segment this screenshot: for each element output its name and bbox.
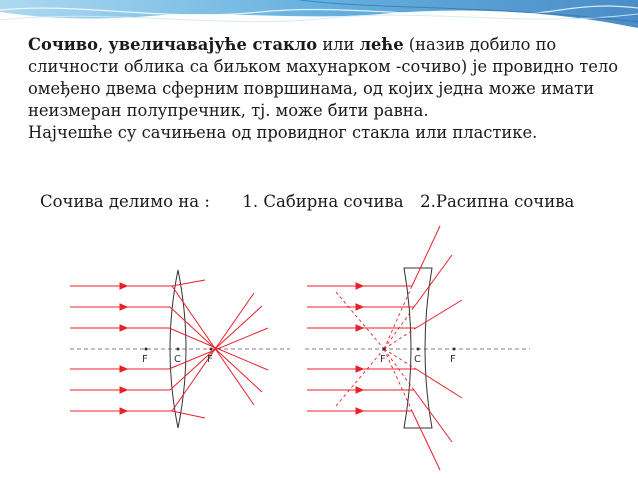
category-converging: 1. Сабирна сочива	[242, 192, 404, 211]
material-text: Најчешће су сачињена од провидног стакла или пластике.	[28, 123, 538, 142]
category-diverging: 2.Расипна сочива	[420, 192, 575, 211]
incoming-rays	[70, 283, 172, 414]
center-label: C	[414, 354, 421, 365]
virtual-rays	[336, 286, 416, 411]
focus-label-right: F	[207, 354, 213, 365]
separator: ,	[97, 35, 109, 54]
converging-lens-diagram	[70, 270, 290, 428]
term-magnifier: увеличавајуће стакло	[108, 35, 318, 54]
diverging-lens-diagram	[305, 226, 530, 470]
focus-label-right: F	[450, 354, 456, 365]
definition-rest: (назив добило по сличности облика са биљком махунарком -сочиво) је провидно тело омеђено двема сферним површинама, од којих једна може имати неизмеран полупречник, тј. може бити равна.	[28, 35, 618, 120]
focus-label-left: F	[380, 354, 386, 365]
focus-label-left: F	[142, 354, 148, 365]
term-sochivo: Сочиво	[28, 35, 98, 54]
term-lece: леће	[359, 35, 404, 54]
categories-intro: Сочива делимо на :	[40, 192, 210, 211]
incoming-rays	[307, 283, 416, 414]
separator: или	[317, 35, 360, 54]
center-label: C	[174, 354, 181, 365]
